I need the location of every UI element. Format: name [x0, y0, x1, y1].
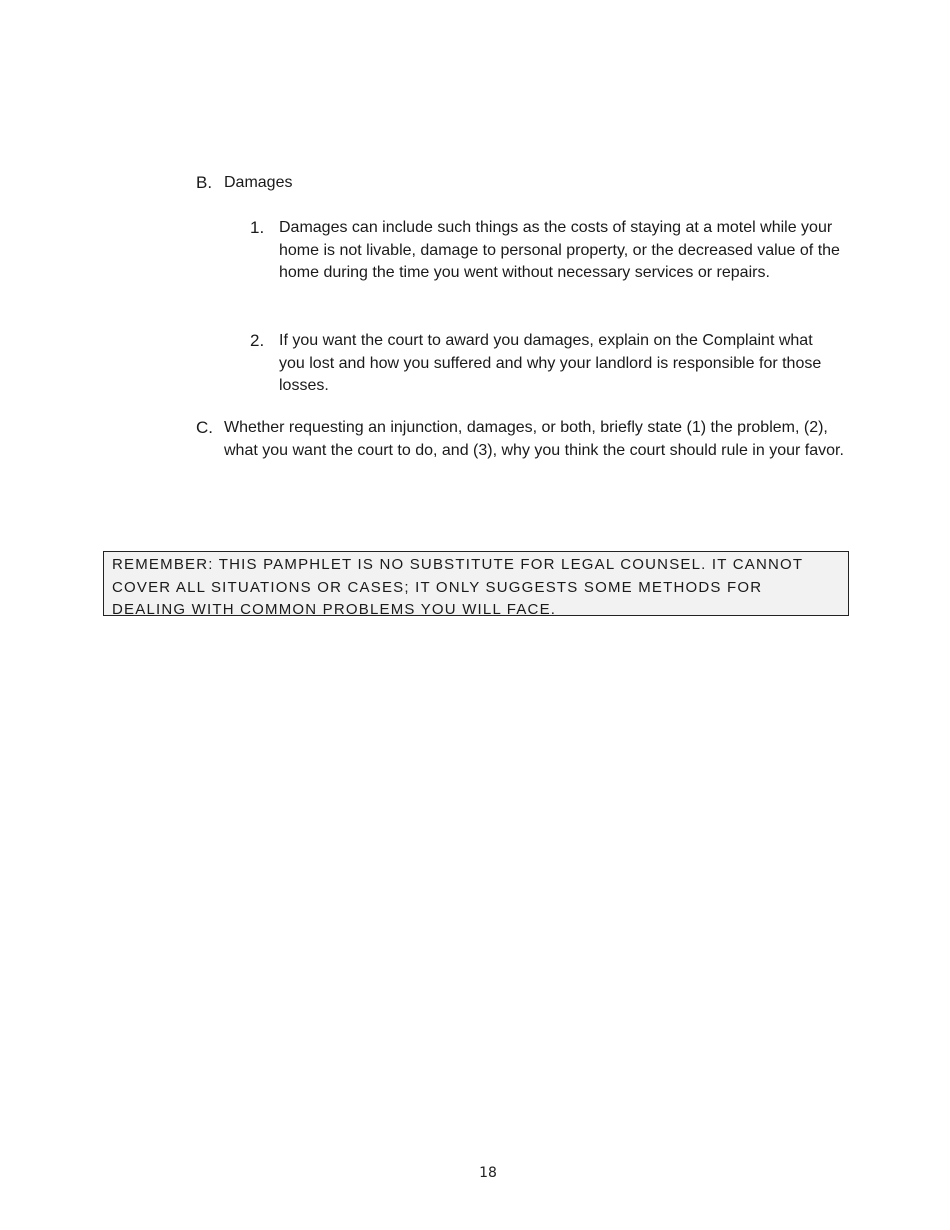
list-item-number: 2.	[250, 331, 265, 350]
section-title: Damages	[224, 174, 293, 191]
section-marker: C.	[196, 418, 213, 437]
section-text: Whether requesting an injunction, damages, or both, briefly state (1) the problem, (2), what you want the court to do, and (3), why you think the court should rule in your favor.	[224, 419, 844, 459]
list-item-text: If you want the court to award you damages, explain on the Complaint what you lost and how you suffered and why your landlord is responsible for those losses.	[279, 332, 822, 394]
page-number: 18	[479, 1165, 497, 1181]
section-marker: B.	[196, 173, 213, 192]
list-item-text: Damages can include such things as the costs of staying at a motel while your home is not livable, damage to personal property, or the decreased value of the home during the time you went without necessary services or repairs.	[279, 219, 840, 281]
list-item-number: 1.	[250, 218, 265, 237]
legal-disclaimer-box: REMEMBER: THIS PAMPHLET IS NO SUBSTITUTE FOR LEGAL COUNSEL. IT CANNOT COVER ALL SITUATIONS OR CASES; IT ONLY SUGGESTS SOME METHODS FOR DEALING WITH COMMON PROBLEMS YOU WILL FACE.	[103, 551, 849, 616]
